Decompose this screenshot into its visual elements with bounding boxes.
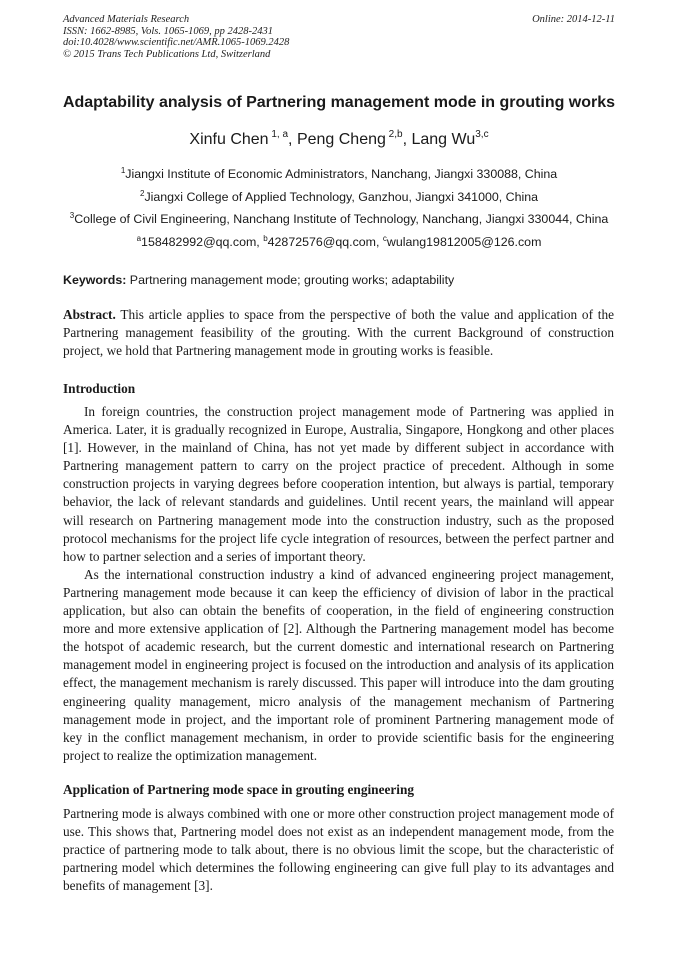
journal-name: Advanced Materials Research [63,14,190,25]
keywords [63,272,454,288]
author-name: Xinfu Chen [189,131,269,148]
paragraph: In foreign countries, the construction project management mode of Partnering was applied in America. Later, it is gradually recognized in Europe, Australia, Singapore, Hongkong and other places [1]. However, in the mainland of China, has not yet made by different subject in accordance with Partnering management pattern to carry on the project practice of precedent. Although in some construction projects in varying degrees before cooperation intention, but always is partial, temporary behavior, the lack of relevant standards and guidelines. Until recent years, the mainland will appear will research on Partnering management mode into the construction industry, such as the proposed protocol mechanisms for the project life cycle integration of resources, between the perfect partner and how to partner selection and a series of important theory. [63,404,614,564]
author-affil-mark: 1, a [268,129,289,140]
issn-line: ISSN: 1662-8985, Vols. 1065-1069, pp 2428-2431 [63,25,273,37]
email-link[interactable]: wulang19812005@126.com [386,235,542,249]
online-date: Online: 2014-12-11 [532,14,615,25]
author-name: Lang Wu [411,131,476,148]
paper-title: Adaptability analysis of Partnering management mode in grouting works [62,94,616,111]
email-link[interactable]: 158482992@qq.com, [141,235,260,249]
section-heading-introduction: Introduction [63,381,136,396]
paragraph: Partnering mode is always combined with one or more other construction project management mode of use. This shows that, Partnering model does not exist as an independent management mode, from the practice of partnering mode to talk about, there is no obvious limit the scope, but the characteristic of partnering model which determines the following engineering can give full play to its advantages and benefits of management [3]. [63,806,614,894]
affiliation: $^1$Jiangxi Institute of Economic Administrators, Nanchang, Jiangxi 330088, China [120,166,558,181]
abstract-text: This article applies to space from the perspective of both the value and application of the Partnering management feasibility of the grouting. With the current Background of construction project, we hold that Partnering management mode in grouting works is feasible. [63,307,614,359]
section-heading-application: Application of Partnering mode space in grouting engineering [63,782,415,797]
author-name: Peng Cheng [296,131,386,148]
abstract-label: Abstract. [63,307,116,322]
author-affil-mark: 3,c [475,129,489,140]
copyright-line: © 2015 Trans Tech Publications Ltd, Switzerland [63,48,271,60]
keywords-label: Keywords: [63,273,127,287]
doi-line: doi:10.4028/www.scientific.net/AMR.1065-1069.2428 [63,37,290,48]
application-body [63,805,614,895]
email-list: $^a$158482992@qq.com, $^b$42872576@qq.com, $^c$wulang19812005@126.com [136,234,542,249]
introduction-body [63,403,614,765]
affiliation: $^3$College of Civil Engineering, Nanchang Institute of Technology, Nanchang, Jiangxi 330044, China [69,211,609,226]
journal-header [63,14,289,60]
author-list: Xinfu Chen $^{1, a}$, Peng Cheng $^{2,b}$, Lang Wu$^{3,c}$ [189,129,489,148]
email-link[interactable]: 42872576@qq.com, [267,235,380,249]
affiliation: $^2$Jiangxi College of Applied Technology, Ganzhou, Jiangxi 341000, China [139,189,538,204]
abstract [63,306,614,360]
paragraph: As the international construction industry a kind of advanced engineering project management, Partnering management mode because it can keep the efficiency of division of labor in the practical application, but also can obtain the benefits of cooperation, in the field of engineering construction more and more extensive application of [2]. Although the Partnering management model has become the hotspot of academic research, but the current domestic and international research on Partnering management model in engineering project is focused on the introduction and analysis of its application effect, the management mechanism is rarely discussed. This paper will introduce into the dam grouting engineering quality management, micro analysis of the management mechanism of Partnering management mode in project, and the important role of prominent Partnering management mode of key in the conflict management mechanism, in order to provide scientific basis for the engineering project to realize the optimization management. [63,566,614,763]
keywords-text: Partnering management mode; grouting works; adaptability [126,273,455,287]
author-affil-mark: 2,b [385,129,403,140]
